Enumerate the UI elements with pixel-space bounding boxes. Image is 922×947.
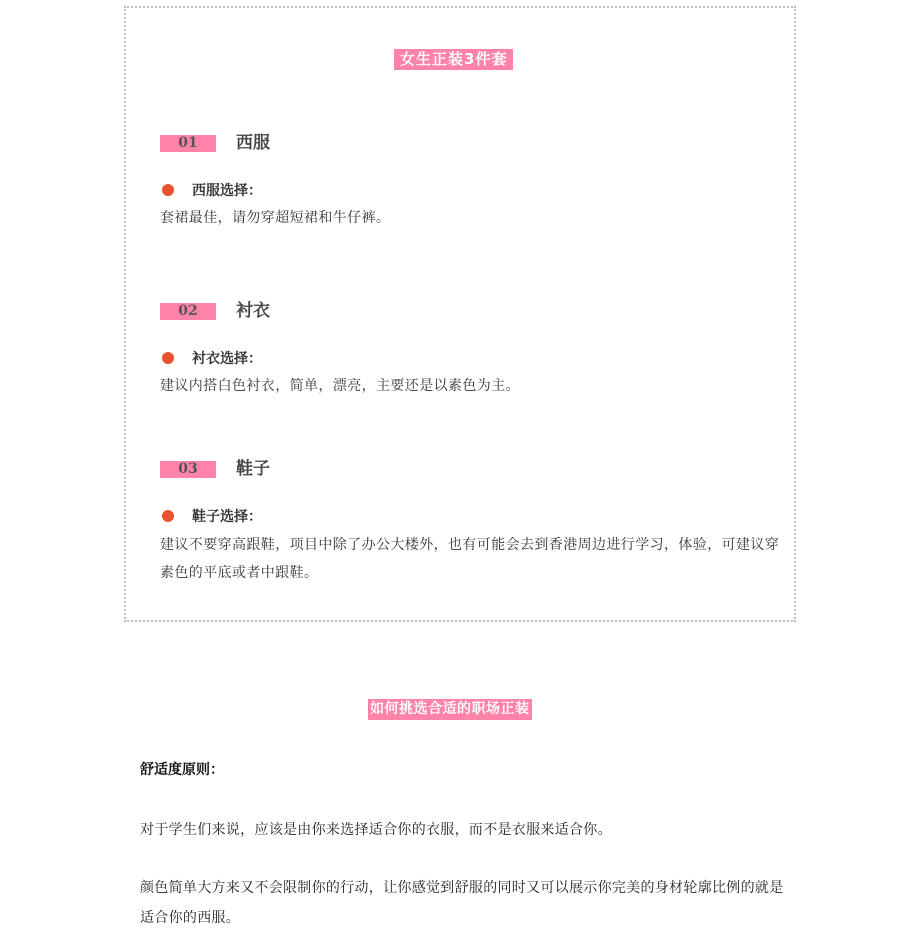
bullet-dot-icon	[162, 510, 174, 522]
section-title-shoes: 鞋子	[236, 459, 270, 479]
paragraph-2: 颜色简单大方来又不会限制你的行动，让你感觉到舒服的同时又可以展示你完美的身材轮廓比例的就是适合你的西服。	[140, 880, 784, 926]
card-title: 女生正装3件套	[394, 49, 513, 70]
shoes-choice-label: 鞋子选择：	[192, 509, 262, 525]
shoes-choice-text: 建议不要穿高跟鞋，项目中除了办公大楼外，也有可能会去到香港周边进行学习，体验，可建议穿素色的平底或者中跟鞋。	[160, 537, 780, 581]
comfort-principle-heading: 舒适度原则：	[140, 762, 224, 778]
shirt-choice-text: 建议内搭白色衬衣，简单，漂亮，主要还是以素色为主。	[160, 378, 520, 394]
paragraph-1: 对于学生们来说，应该是由你来选择适合你的衣服，而不是衣服来适合你。	[140, 822, 612, 838]
bullet-dot-icon	[162, 184, 174, 196]
outfit-card	[124, 6, 796, 622]
section-subtitle: 如何挑选合适的职场正装	[368, 699, 532, 720]
suit-choice-text: 套裙最佳，请勿穿超短裙和牛仔裤。	[160, 210, 391, 226]
bullet-dot-icon	[162, 352, 174, 364]
section-number-03: 03	[160, 461, 216, 478]
section-title-shirt: 衬衣	[236, 301, 270, 321]
suit-choice-label: 西服选择：	[192, 183, 262, 199]
shirt-choice-label: 衬衣选择：	[192, 351, 262, 367]
section-number-01: 01	[160, 135, 216, 152]
section-title-suit: 西服	[236, 133, 270, 153]
section-number-02: 02	[160, 303, 216, 320]
